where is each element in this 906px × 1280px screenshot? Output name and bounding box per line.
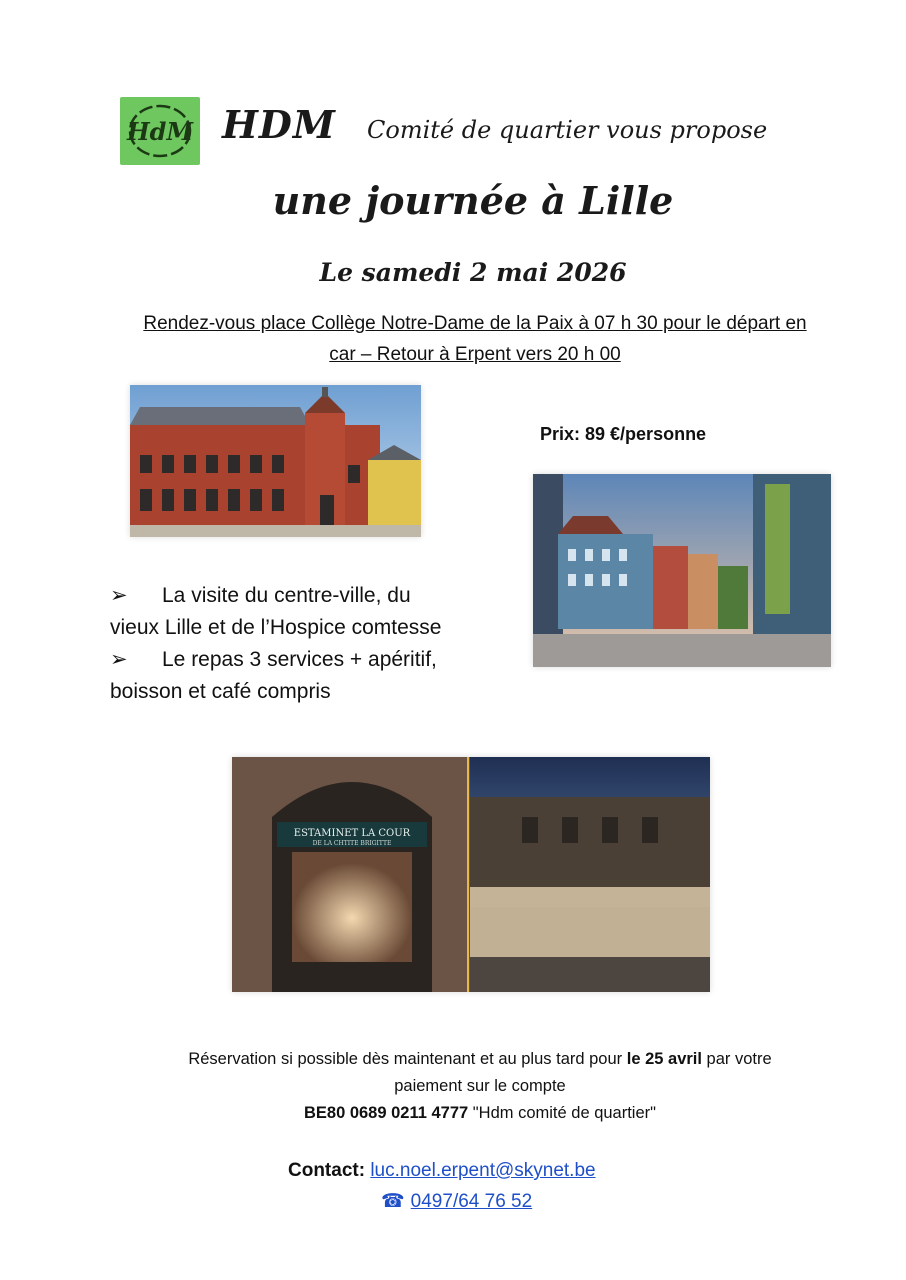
contact-label: Contact: [288, 1160, 371, 1181]
reservation-info [100, 1046, 860, 1127]
hdm-logo [120, 97, 200, 165]
event-date: Le samedi 2 mai 2026 [319, 258, 627, 287]
account-name: "Hdm comité de quartier" [468, 1104, 657, 1122]
estaminet-sign: ESTAMINET LA COUR [293, 828, 411, 839]
reservation-line-2: paiement sur le compte [394, 1077, 566, 1095]
event-title: une journée à Lille [272, 178, 674, 223]
price: Prix: 89 €/personne [540, 424, 707, 444]
photo-estaminet [232, 757, 710, 992]
list-item [110, 580, 510, 612]
item-1-line-1: La visite du centre-ville, du [162, 584, 411, 607]
meeting-line-2: car – Retour à Erpent vers 20 h 00 [329, 344, 621, 365]
org-subtitle: Comité de quartier vous propose [367, 116, 768, 144]
hdm-logo-mark-icon [125, 102, 195, 160]
estaminet-sign-sub: DE LA CHTITE BRIGITTE [312, 840, 392, 847]
contact [288, 1160, 596, 1182]
meeting-line-1: Rendez-vous place Collège Notre-Dame de la Paix à 07 h 30 pour le départ en [143, 313, 807, 334]
phone [381, 1190, 532, 1213]
reservation-deadline: le 25 avril [626, 1050, 702, 1068]
logo-text: HdM [126, 117, 194, 146]
arrow-bullet-icon: ➢ [110, 584, 128, 607]
phone-icon: ☎ [381, 1191, 405, 1212]
program-list [110, 580, 510, 708]
meeting-info [90, 308, 860, 370]
photo-hospice-comtesse [130, 385, 421, 537]
item-1-line-2: vieux Lille et de l’Hospice comtesse [110, 616, 442, 639]
photo-lille-square [533, 474, 831, 667]
arrow-bullet-icon: ➢ [110, 648, 128, 671]
reservation-text-after: par votre [701, 1050, 772, 1068]
bank-account: BE80 0689 0211 4777 [303, 1104, 469, 1122]
phone-number: 0497/64 76 52 [410, 1191, 533, 1212]
item-2-line-2: boisson et café compris [110, 680, 331, 703]
reservation-text-before: Réservation si possible dès maintenant et au plus tard pour [188, 1050, 627, 1068]
list-item [110, 644, 510, 676]
contact-email-link[interactable]: luc.noel.erpent@skynet.be [370, 1160, 596, 1181]
phone-link[interactable] [381, 1191, 532, 1212]
item-2-line-1: Le repas 3 services + apéritif, [162, 648, 437, 671]
org-name: HDM [222, 102, 336, 147]
